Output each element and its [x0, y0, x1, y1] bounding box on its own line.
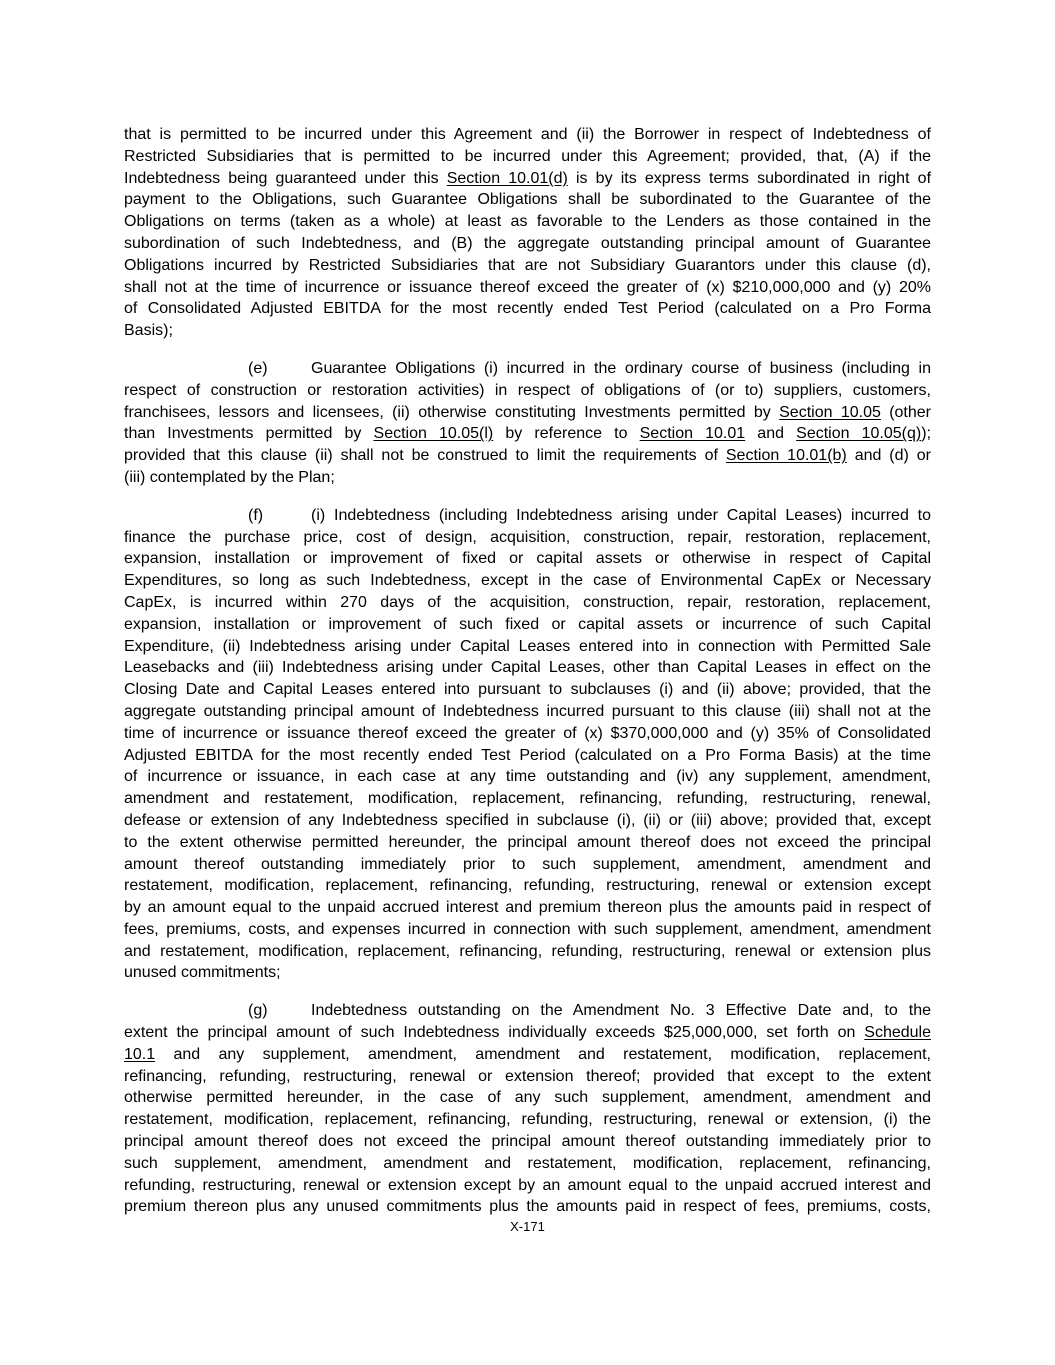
text-run: shall not at the time of incurrence or issuance thereof exceed the greater of (x) $210,000,000 and (y) 20%: [124, 278, 931, 296]
text-run: time of incurrence or issuance thereof exceed the greater of (x) $370,000,000 and (y) 35% of Consolidated: [124, 724, 931, 742]
text-run: than Investments permitted by: [124, 425, 374, 443]
text-run: such supplement, amendment, amendment and restatement, modification, replacement, refinancing,: [124, 1154, 931, 1172]
text-line: [124, 298, 931, 320]
text-run: Restricted Subsidiaries that is permitted to be incurred under this Agreement; provided, that, (A) if the: [124, 147, 931, 165]
text-line: [124, 810, 931, 832]
text-run: (i) Indebtedness (including Indebtedness arising under Capital Leases) incurred to: [311, 506, 931, 524]
text-run: refunding, restructuring, renewal or extension except by an amount equal to the unpaid accrued interest and: [124, 1176, 931, 1194]
text-line: [124, 527, 931, 549]
section-reference: Section 10.01(b): [725, 447, 847, 465]
text-run: of Consolidated Adjusted EBITDA for the most recently ended Test Period (calculated on a Pro Forma: [124, 300, 931, 318]
text-line: [124, 467, 931, 489]
text-line: [124, 380, 931, 402]
text-line: [124, 897, 931, 919]
clause-label: (e): [248, 359, 268, 377]
text-line: [124, 919, 931, 941]
text-line: [124, 723, 931, 745]
text-run: defease or extension of any Indebtedness specified in subclause (i), (ii) or (iii) above; provided that, except: [124, 811, 931, 829]
section-reference: 10.1: [124, 1045, 156, 1063]
text-run: Expenditure, (ii) Indebtedness arising under Capital Leases entered into in connection with Permitted Sale: [124, 637, 931, 655]
text-run: Adjusted EBITDA for the most recently ended Test Period (calculated on a Pro Forma Basis) at the time: [124, 746, 931, 764]
text-run: Basis);: [124, 322, 173, 340]
text-line: [124, 636, 931, 658]
clause-label: (g): [248, 1002, 268, 1020]
text-line: [124, 962, 931, 984]
text-line: [124, 358, 931, 380]
text-line: [124, 679, 931, 701]
text-run: CapEx, is incurred within 270 days of the acquisition, construction, repair, restoration, replacement,: [124, 593, 931, 611]
text-run: is by its express terms subordinated in right of: [567, 169, 932, 187]
text-run: amendment and restatement, modification, replacement, refinancing, refunding, restructuring, renewal,: [124, 790, 931, 808]
text-line: [124, 1044, 931, 1066]
text-run: refinancing, refunding, restructuring, renewal or extension thereof; provided that except to the extent: [124, 1067, 931, 1085]
text-line: [124, 766, 931, 788]
text-line: [124, 445, 931, 467]
section-reference: Section 10.01(d): [446, 169, 568, 187]
text-run: unused commitments;: [124, 964, 281, 982]
text-run: provided that this clause (ii) shall not be construed to limit the requirements of: [124, 447, 726, 465]
text-line: [124, 548, 931, 570]
text-run: and (d) or: [846, 447, 932, 465]
text-line: [124, 941, 931, 963]
text-line: [124, 1153, 931, 1175]
page-number: X-171: [510, 1219, 545, 1234]
text-run: Obligations incurred by Restricted Subsidiaries that are not Subsidiary Guarantors under this clause (d),: [124, 256, 931, 274]
text-line: [124, 1109, 931, 1131]
clause-g: [124, 1000, 931, 1218]
text-line: [124, 402, 931, 424]
text-line: [124, 875, 931, 897]
text-run: restatement, modification, replacement, refinancing, refunding, restructuring, renewal or extension, (i) the: [124, 1111, 931, 1129]
text-line: [124, 423, 931, 445]
text-run: expansion, installation or improvement of fixed or capital assets or otherwise in respect of Capital: [124, 550, 931, 568]
text-line: [124, 189, 931, 211]
text-line: [124, 505, 931, 527]
section-reference: Section 10.05(q): [796, 425, 922, 443]
text-line: [124, 211, 931, 233]
text-line: [124, 1196, 931, 1218]
text-line: [124, 701, 931, 723]
text-run: otherwise permitted hereunder, in the case of any such supplement, amendment, amendment and: [124, 1089, 931, 1107]
section-reference: Section 10.05: [779, 403, 881, 421]
text-run: extent the principal amount of such Indebtedness individually exceeds $25,000,000, set forth on: [124, 1024, 865, 1042]
clause-e: [124, 358, 931, 489]
text-run: (iii) contemplated by the Plan;: [124, 468, 335, 486]
text-line: [124, 1175, 931, 1197]
section-reference: Section 10.01: [639, 425, 746, 443]
text-run: by reference to: [493, 425, 640, 443]
text-run: Indebtedness outstanding on the Amendment No. 3 Effective Date and, to the: [311, 1002, 931, 1020]
text-line: [124, 146, 931, 168]
text-line: [124, 592, 931, 614]
clause-f: [124, 505, 931, 985]
text-run: aggregate outstanding principal amount of Indebtedness incurred pursuant to this clause (iii) shall not at the: [124, 702, 931, 720]
section-reference: Section 10.05(l): [373, 425, 494, 443]
text-run: restatement, modification, replacement, refinancing, refunding, restructuring, renewal or extension except: [124, 877, 931, 895]
text-run: Closing Date and Capital Leases entered into pursuant to subclauses (i) and (ii) above; provided, that the: [124, 681, 931, 699]
text-run: and: [745, 425, 797, 443]
text-line: [124, 277, 931, 299]
text-run: subordination of such Indebtedness, and (B) the aggregate outstanding principal amount of Guarantee: [124, 234, 931, 252]
text-run: to the extent otherwise permitted hereunder, the principal amount thereof does not exceed the principal: [124, 833, 931, 851]
text-line: [124, 255, 931, 277]
continued-paragraph: [124, 124, 931, 342]
text-line: [124, 570, 931, 592]
text-run: amount thereof outstanding immediately prior to such supplement, amendment, amendment and: [124, 855, 931, 873]
text-line: [124, 1022, 931, 1044]
text-run: and any supplement, amendment, amendment and restatement, modification, replacement,: [155, 1045, 931, 1063]
text-run: of incurrence or issuance, in each case at any time outstanding and (iv) any supplement, amendment,: [124, 768, 931, 786]
text-line: [124, 168, 931, 190]
text-run: respect of construction or restoration activities) in respect of obligations of (or to) suppliers, customers,: [124, 381, 931, 399]
document-body: [124, 124, 931, 1234]
section-reference: Schedule: [864, 1024, 931, 1042]
text-run: (other: [880, 403, 932, 421]
text-line: [124, 1131, 931, 1153]
text-run: and restatement, modification, replacement, refinancing, refunding, restructuring, renewal or extension plus: [124, 942, 931, 960]
clause-label: (f): [248, 506, 264, 524]
text-line: [124, 233, 931, 255]
text-line: [124, 124, 931, 146]
text-line: [124, 657, 931, 679]
text-run: Indebtedness being guaranteed under this: [124, 169, 447, 187]
text-run: Expenditures, so long as such Indebtedness, except in the case of Environmental CapEx or Necessary: [124, 572, 931, 590]
text-line: [124, 1066, 931, 1088]
text-run: franchisees, lessors and licensees, (ii) otherwise constituting Investments permitted by: [124, 403, 780, 421]
text-run: );: [921, 425, 932, 443]
text-run: that is permitted to be incurred under this Agreement and (ii) the Borrower in respect of Indebtedness of: [124, 126, 931, 143]
text-run: Leasebacks and (iii) Indebtedness arising under Capital Leases, other than Capital Leases in effect on the: [124, 659, 931, 677]
text-run: by an amount equal to the unpaid accrued interest and premium thereon plus the amounts paid in respect of: [124, 899, 931, 917]
text-run: Obligations on terms (taken as a whole) at least as favorable to the Lenders as those contained in the: [124, 213, 931, 231]
text-run: expansion, installation or improvement of such fixed or capital assets or incurrence of such Capital: [124, 615, 931, 633]
text-run: payment to the Obligations, such Guarantee Obligations shall be subordinated to the Guarantee of the: [124, 191, 931, 209]
text-line: [124, 320, 931, 342]
text-line: [124, 614, 931, 636]
text-line: [124, 832, 931, 854]
text-line: [124, 745, 931, 767]
text-line: [124, 854, 931, 876]
text-run: premium thereon plus any unused commitments plus the amounts paid in respect of fees, premiums, costs,: [124, 1198, 931, 1216]
text-run: Guarantee Obligations (i) incurred in the ordinary course of business (including in: [311, 359, 931, 377]
text-line: [124, 1087, 931, 1109]
text-run: finance the purchase price, cost of design, acquisition, construction, repair, restoration, replacement,: [124, 528, 931, 546]
text-line: [124, 788, 931, 810]
text-run: principal amount thereof does not exceed the principal amount thereof outstanding immediately prior to: [124, 1133, 931, 1151]
text-run: fees, premiums, costs, and expenses incurred in connection with such supplement, amendment, amendment: [124, 920, 931, 938]
text-line: [124, 1000, 931, 1022]
